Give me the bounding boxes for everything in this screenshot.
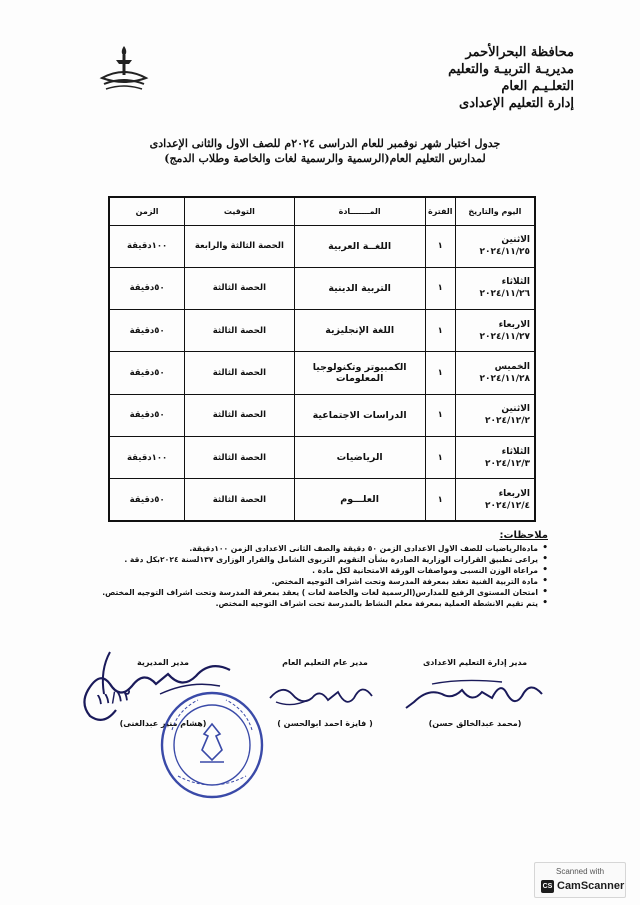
scanned-with-label: Scanned with	[555, 867, 605, 876]
timing-cell: الحصة الثالثة	[185, 267, 294, 309]
period-cell: ١	[425, 310, 455, 352]
exam-date: ٢٠٢٤/١٢/٣	[484, 458, 530, 469]
duration-cell: ١٠٠دقيقة	[109, 225, 185, 267]
exam-date: ٢٠٢٤/١٢/٢	[484, 416, 530, 427]
duration-cell: ٥٠دقيقة	[109, 267, 185, 309]
exam-date: ٢٠٢٤/١٢/٤	[484, 500, 530, 511]
note-item: • امتحان المستوى الرفيع للمدارس(الرسمية لغات والخاصة لغات ) يعقد بمعرفة المدرسة وتحت اشراف التوجيه المختص.	[100, 587, 548, 598]
signature-role: مدير إدارة التعليم الاعدادى	[422, 658, 528, 667]
title-line-2: لمدارس التعليم العام(الرسمية والرسمية لغات والخاصة وطلاب الدمج)	[164, 152, 486, 165]
header-period: الفترة	[425, 197, 455, 225]
table-row	[109, 436, 535, 478]
subject-cell: العلـــوم	[294, 479, 425, 521]
table-row	[109, 394, 535, 436]
note-item: • يتم تقيم الانشطة العملية بمعرفة معلم النشاط بالمدرسة تحت اشراف التوجيه المختص.	[100, 598, 548, 609]
official-stamp-icon	[158, 690, 266, 800]
duration-cell: ٥٠دقيقة	[109, 479, 185, 521]
day-name: الاربعاء	[498, 488, 530, 499]
day-name: الخميس	[494, 361, 530, 372]
timing-cell: الحصة الثالثة	[185, 352, 294, 394]
subject-cell: الرياضيات	[294, 436, 425, 478]
day-name: الاثنين	[501, 404, 530, 415]
header-line-governorate: محافظة البحرالأحمر	[465, 45, 574, 60]
governorate-logo-icon	[96, 42, 152, 94]
table-row	[109, 352, 535, 394]
handwritten-signature-icon	[402, 674, 552, 714]
exam-date: ٢٠٢٤/١١/٢٥	[479, 247, 530, 258]
timing-cell: الحصة الثالثة	[185, 479, 294, 521]
camscanner-badge	[534, 862, 626, 898]
table-row	[109, 310, 535, 352]
signature-name: ( فايزة احمد ابوالحسن )	[277, 719, 373, 728]
signature-role: مدير المديرية	[137, 658, 189, 667]
day-date-cell	[455, 267, 535, 309]
note-item: • مادة التربية الفنية تعقد بمعرفة المدرسة وتحت اشراف التوجيه المختص.	[100, 576, 548, 587]
notes-list	[100, 543, 548, 609]
handwritten-date: ١١/١٢	[95, 687, 133, 709]
timing-cell: الحصة الثالثة	[185, 310, 294, 352]
table-row	[109, 267, 535, 309]
table-row	[109, 479, 535, 521]
period-cell: ١	[425, 436, 455, 478]
header-timing: التوقيت	[185, 197, 294, 225]
day-name: الثلاثاء	[501, 446, 530, 457]
exam-date: ٢٠٢٤/١١/٢٨	[479, 373, 530, 384]
timing-cell: الحصة الثالثة والرابعة	[185, 225, 294, 267]
duration-cell: ٥٠دقيقة	[109, 352, 185, 394]
header-subject: المـــــــادة	[294, 197, 425, 225]
duration-cell: ٥٠دقيقة	[109, 310, 185, 352]
period-cell: ١	[425, 352, 455, 394]
header-line-directorate: مديريـة التربيـة والتعليم	[448, 62, 574, 77]
timing-cell: الحصة الثالثة	[185, 436, 294, 478]
handwritten-signature-icon	[262, 672, 382, 712]
note-item: • يراعى تطبيق القرارات الوزارية الصادرة بشأن التقويم التربوى الشامل والقرار الوزارى ١٣٧لسنة ٢٠٢٤بكل دقة .	[100, 554, 548, 565]
period-cell: ١	[425, 267, 455, 309]
subject-cell: اللغــة العربية	[294, 225, 425, 267]
day-date-cell	[455, 225, 535, 267]
day-date-cell	[455, 352, 535, 394]
day-name: الاربعاء	[498, 319, 530, 330]
exam-date: ٢٠٢٤/١١/٢٧	[479, 331, 530, 342]
day-name: الاثنين	[501, 235, 530, 246]
camscanner-logo-icon: CS	[541, 880, 554, 893]
header-line-general-education: التعلـيـم العام	[501, 79, 574, 94]
exam-schedule-table	[108, 196, 536, 522]
duration-cell: ١٠٠دقيقة	[109, 436, 185, 478]
camscanner-brand: CamScanner	[557, 880, 625, 892]
notes-title: ملاحظات:	[499, 530, 548, 541]
header-day-date: اليوم والتاريخ	[455, 197, 535, 225]
day-date-cell	[455, 479, 535, 521]
signature-name: (هشام منير عبدالغنى)	[119, 719, 207, 728]
header-duration: الزمن	[109, 197, 185, 225]
day-name: الثلاثاء	[501, 277, 530, 288]
note-item: • مادةالرياضيات للصف الاول الاعدادى الزمن ٥٠ دقيقة والصف الثانى الاعدادى الزمن ١٠٠دقيقة.	[100, 543, 548, 554]
subject-cell: اللغة الإنجليزية	[294, 310, 425, 352]
header-line-prep-administration: إدارة التعليم الإعدادى	[459, 96, 574, 111]
document-title	[120, 136, 530, 166]
day-date-cell	[455, 394, 535, 436]
subject-cell: الدراسات الاجتماعية	[294, 394, 425, 436]
table-header-row	[109, 197, 535, 225]
directorate-header	[354, 44, 574, 112]
subject-cell: التربية الدينية	[294, 267, 425, 309]
signature-role: مدير عام التعليم العام	[282, 658, 368, 667]
table-row	[109, 225, 535, 267]
signature-name: (محمد عبدالخالق حسن)	[428, 719, 522, 728]
timing-cell: الحصة الثالثة	[185, 394, 294, 436]
day-date-cell	[455, 310, 535, 352]
note-item: • مراعاة الوزن النسبى ومواصفات الورقة الامتحانية لكل مادة .	[100, 565, 548, 576]
period-cell: ١	[425, 394, 455, 436]
subject-cell: الكمبيوتر وتكنولوجيا المعلومات	[294, 352, 425, 394]
title-line-1: جدول اختبار شهر نوفمبر للعام الدراسى ٢٠٢٤م للصف الاول والثانى الإعدادى	[149, 137, 501, 150]
period-cell: ١	[425, 479, 455, 521]
day-date-cell	[455, 436, 535, 478]
notes-section	[100, 530, 548, 609]
period-cell: ١	[425, 225, 455, 267]
exam-date: ٢٠٢٤/١١/٢٦	[479, 289, 530, 300]
duration-cell: ٥٠دقيقة	[109, 394, 185, 436]
